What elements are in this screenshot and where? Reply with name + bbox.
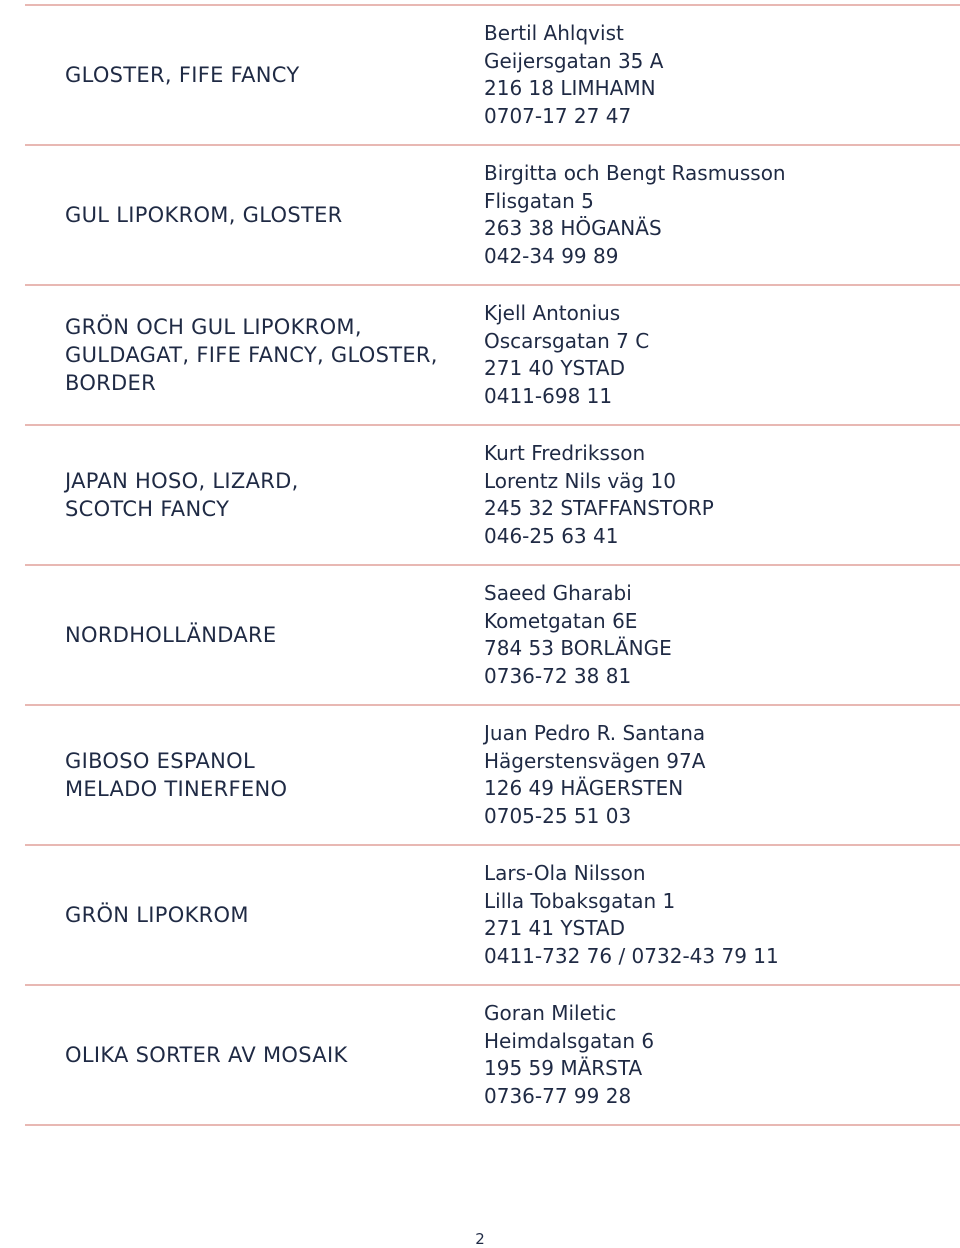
breed-label: GUL LIPOKROM, GLOSTER [65, 203, 343, 227]
breeder-table [25, 4, 960, 1126]
contact-street: Oscarsgatan 7 C [484, 328, 650, 353]
contact-phone: 0707-17 27 47 [484, 103, 632, 128]
contact-name: Saeed Gharabi [484, 581, 632, 605]
contact-phone: 042-34 99 89 [484, 243, 619, 268]
contact-postal: 784 53 BORLÄNGE [484, 636, 672, 660]
contact-street: Kometgatan 6E [484, 608, 638, 633]
table-row [25, 844, 960, 984]
contact-postal: 271 40 YSTAD [484, 356, 625, 380]
contact-block [484, 846, 944, 984]
contact-street: Lilla Tobaksgatan 1 [484, 888, 676, 913]
contact-phone: 0736-77 99 28 [484, 1083, 632, 1108]
table-row [25, 564, 960, 704]
contact-name: Birgitta och Bengt Rasmusson [484, 161, 786, 185]
contact-phone: 0411-732 76 / 0732-43 79 11 [484, 943, 779, 968]
contact-name: Kjell Antonius [484, 301, 621, 325]
contact-postal: 245 32 STAFFANSTORP [484, 496, 714, 520]
breed-label: GIBOSO ESPANOL MELADO TINERFENO [65, 749, 288, 801]
breed-label: GRÖN LIPOKROM [65, 903, 249, 927]
contact-postal: 271 41 YSTAD [484, 916, 625, 940]
contact-postal: 126 49 HÄGERSTEN [484, 776, 684, 800]
breed-label: GRÖN OCH GUL LIPOKROM, GULDAGAT, FIFE FANCY, GLOSTER, BORDER [65, 315, 438, 395]
breed-label: NORDHOLLÄNDARE [65, 623, 277, 647]
contact-postal: 263 38 HÖGANÄS [484, 216, 662, 240]
contact-street: Flisgatan 5 [484, 188, 594, 213]
contact-name: Kurt Fredriksson [484, 441, 646, 465]
contact-block [484, 706, 944, 844]
page-number: 2 [475, 1230, 485, 1248]
breed-label: JAPAN HOSO, LIZARD, SCOTCH FANCY [65, 469, 299, 521]
contact-phone: 0705-25 51 03 [484, 803, 632, 828]
contact-name: Bertil Ahlqvist [484, 21, 624, 45]
contact-phone: 046-25 63 41 [484, 523, 619, 548]
contact-postal: 216 18 LIMHAMN [484, 76, 656, 100]
table-row [25, 424, 960, 564]
table-row [25, 144, 960, 284]
table-row [25, 4, 960, 144]
contact-street: Hägerstensvägen 97A [484, 748, 706, 773]
contact-street: Heimdalsgatan 6 [484, 1028, 655, 1053]
contact-phone: 0736-72 38 81 [484, 663, 632, 688]
breed-label: OLIKA SORTER AV MOSAIK [65, 1043, 348, 1067]
contact-block [484, 146, 944, 284]
contact-block [484, 986, 944, 1124]
contact-name: Juan Pedro R. Santana [484, 721, 706, 745]
contact-street: Geijersgatan 35 A [484, 48, 664, 73]
contact-street: Lorentz Nils väg 10 [484, 468, 676, 493]
contact-phone: 0411-698 11 [484, 383, 613, 408]
contact-name: Goran Miletic [484, 1001, 617, 1025]
contact-block [484, 426, 944, 564]
contact-block [484, 6, 944, 144]
table-row [25, 284, 960, 424]
table-row [25, 704, 960, 844]
breed-label: GLOSTER, FIFE FANCY [65, 63, 300, 87]
contact-block [484, 286, 944, 424]
contact-block [484, 566, 944, 704]
table-row [25, 984, 960, 1126]
contact-postal: 195 59 MÄRSTA [484, 1056, 643, 1080]
contact-name: Lars-Ola Nilsson [484, 861, 646, 885]
